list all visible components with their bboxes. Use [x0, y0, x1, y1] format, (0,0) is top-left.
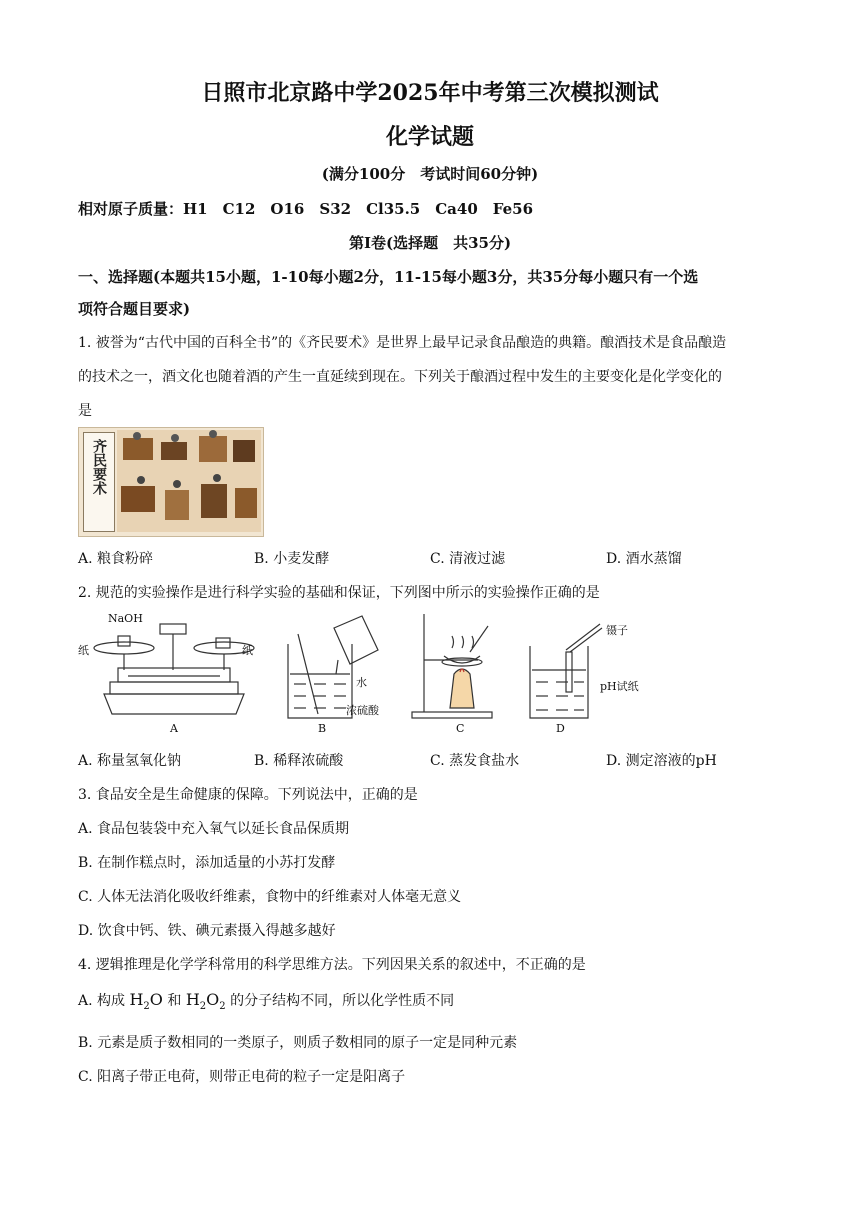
q1-option-d: D. 酒水蒸馏: [606, 551, 682, 567]
q2-stem: 2. 规范的实验操作是进行科学实验的基础和保证，下列图中所示的实验操作正确的是: [78, 585, 600, 601]
q1-option-b: B. 小麦发酵: [254, 551, 330, 567]
figure-b-label: B: [318, 722, 327, 735]
q1-line1: 1. 被誉为“古代中国的百科全书”的《齐民要术》是世界上最早记录食品酿造的典籍。酿酒技术是食品酿造: [78, 335, 727, 351]
formula-h2o: $H_2O$: [129, 990, 163, 1013]
q3-option-c: C. 人体无法消化吸收纤维素，食物中的纤维素对人体毫无意义: [78, 889, 462, 905]
figure-d-label: D: [556, 722, 565, 735]
q4-a-suffix: 的分子结构不同，所以化学性质不同: [230, 993, 455, 1009]
figure-a-label: A: [170, 722, 178, 735]
figure-d-ph: [526, 620, 666, 738]
q4-option-c: C. 阳离子带正电荷，则带正电荷的粒子一定是阳离子: [78, 1069, 406, 1085]
q2-option-c: C. 蒸发食盐水: [430, 753, 520, 769]
q1-line3: 是: [78, 403, 92, 419]
q3-stem: 3. 食品安全是生命健康的保障。下列说法中，正确的是: [78, 787, 418, 803]
figure-b-dilution: [278, 614, 398, 738]
q2-option-b: B. 稀释浓硫酸: [254, 753, 344, 769]
figure-c-evaporation: [408, 612, 508, 738]
evaporation-drawing: [408, 612, 508, 722]
paper-left-label: 纸: [78, 644, 89, 657]
q3-option-a: A. 食品包装袋中充入氧气以延长食品保质期: [78, 821, 350, 837]
acid-label: 浓硫酸: [346, 704, 379, 717]
q1-option-c: C. 清液过滤: [430, 551, 506, 567]
q3-option-d: D. 饮食中钙、铁、碘元素摄入得越多越好: [78, 923, 336, 939]
atomic-mass: 相对原子质量：H1 C12 O16 S32 Cl35.5 Ca40 Fe56: [78, 200, 534, 218]
ph-paper-label: pH试纸: [600, 680, 639, 693]
water-label: 水: [356, 676, 367, 689]
book-title: 齐民要术: [91, 439, 107, 495]
exam-title: 日照市北京路中学2025年中考第三次模拟测试: [201, 80, 659, 106]
q4-option-a: [78, 990, 454, 1012]
q4-a-prefix: A. 构成: [78, 993, 126, 1009]
q4-option-b: B. 元素是质子数相同的一类原子，则质子数相同的原子一定是同种元素: [78, 1035, 518, 1051]
dilution-drawing: [278, 614, 398, 720]
q2-option-d: D. 测定溶液的pH: [606, 753, 717, 769]
formula-h2o2: $H_2O_2$: [185, 990, 226, 1013]
q3-option-b: B. 在制作糕点时，添加适量的小苏打发酵: [78, 855, 336, 871]
figure-a-balance: [78, 610, 268, 738]
q1-option-a: A. 粮食粉碎: [78, 551, 154, 567]
q1-line2: 的技术之一，酒文化也随着酒的产生一直延续到现在。下列关于酿酒过程中发生的主要变化是化学变化的: [78, 369, 722, 385]
part1-heading: 第Ⅰ卷(选择题 共35分): [348, 234, 512, 252]
q4-a-mid: 和: [167, 993, 182, 1009]
figure-c-label: C: [456, 722, 465, 735]
naoh-label: NaOH: [108, 612, 143, 625]
section1-line1: 一、选择题(本题共15小题，1-10每小题2分，11-15每小题3分，共35分每小题只有一个选: [78, 268, 699, 286]
paper-right-label: 纸: [242, 644, 253, 657]
subject-title: 化学试题: [385, 124, 474, 150]
balance-drawing: [78, 610, 268, 720]
q4-stem: 4. 逻辑推理是化学学科常用的科学思维方法。下列因果关系的叙述中，不正确的是: [78, 957, 586, 973]
ph-test-drawing: [526, 620, 606, 720]
brewing-scenes-image: [117, 430, 261, 532]
exam-info: (满分100分 考试时间60分钟): [321, 165, 539, 183]
q2-option-a: A. 称量氢氧化钠: [78, 753, 182, 769]
section1-line2: 项符合题目要求): [78, 300, 191, 318]
qiminyaoshu-illustration: [78, 427, 264, 537]
book-cover: [83, 432, 115, 532]
tweezers-label: 镊子: [606, 624, 628, 637]
